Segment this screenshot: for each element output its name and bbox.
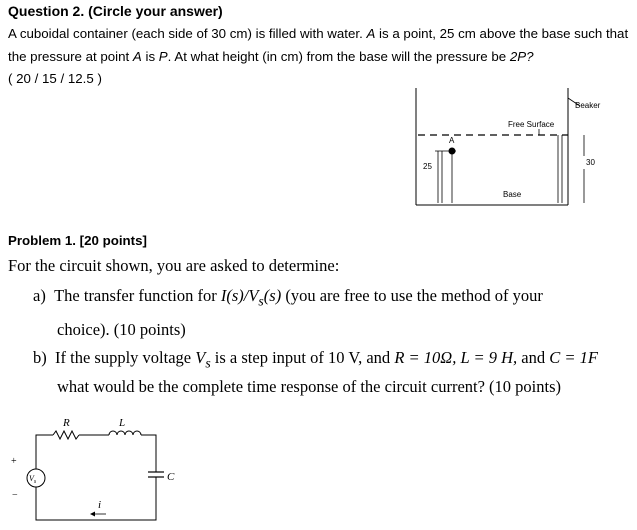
beaker-figure — [408, 80, 608, 210]
question-2-text-line-1: A cuboidal container (each side of 30 cm) is filled with water. A is a point, 25 cm above the base such that — [8, 26, 629, 41]
part-a-line-2: choice). (10 points) — [57, 320, 186, 339]
problem-1-intro: For the circuit shown, you are asked to determine: — [8, 256, 340, 275]
inductor — [109, 431, 141, 435]
height-label: 25 — [423, 162, 432, 171]
side-label: 30 — [586, 158, 595, 167]
resistor-label: R — [63, 417, 70, 429]
part-b-line-2: what would be the complete time response of the circuit current? (10 points) — [57, 377, 562, 396]
base-label: Base — [503, 190, 522, 199]
point-a-label: A — [449, 136, 455, 145]
part-a-line-1: a) The transfer function for $I(s)/V_s(s)$ (you are free to use the method of your — [33, 286, 543, 309]
current-arrowhead — [90, 512, 95, 517]
part-a-marker: a) — [33, 286, 46, 305]
resistor — [53, 431, 79, 439]
source-minus: − — [12, 490, 18, 501]
current-label: i — [98, 499, 102, 511]
part-b-line-1: b) If the supply voltage $V_s$ is a step input of 10 V, and R = 10Ω, L = 9 H, and C = 1F — [33, 348, 598, 371]
free-surface-label: Free Surface — [508, 120, 555, 129]
source-plus: + — [11, 456, 17, 467]
wire-left-top — [36, 435, 53, 470]
answer-options: ( 20 / 15 / 12.5 ) — [8, 71, 102, 86]
wire-bottom — [36, 477, 156, 520]
beaker-label: Beaker — [575, 101, 601, 110]
source-label: $V_s$ — [29, 474, 37, 485]
part-b-marker: b) — [33, 348, 47, 367]
question-2-text-line-2: the pressure at point A is P. At what height (in cm) from the base will the pressure be 2P? — [8, 49, 534, 64]
rlc-circuit — [6, 410, 206, 528]
wire-right-top — [141, 435, 156, 472]
inductor-label: L — [119, 417, 126, 429]
question-2-title: Question 2. (Circle your answer) — [8, 3, 223, 19]
capacitor-label: C — [167, 471, 175, 483]
problem-1-title: Problem 1. [20 points] — [8, 233, 147, 248]
